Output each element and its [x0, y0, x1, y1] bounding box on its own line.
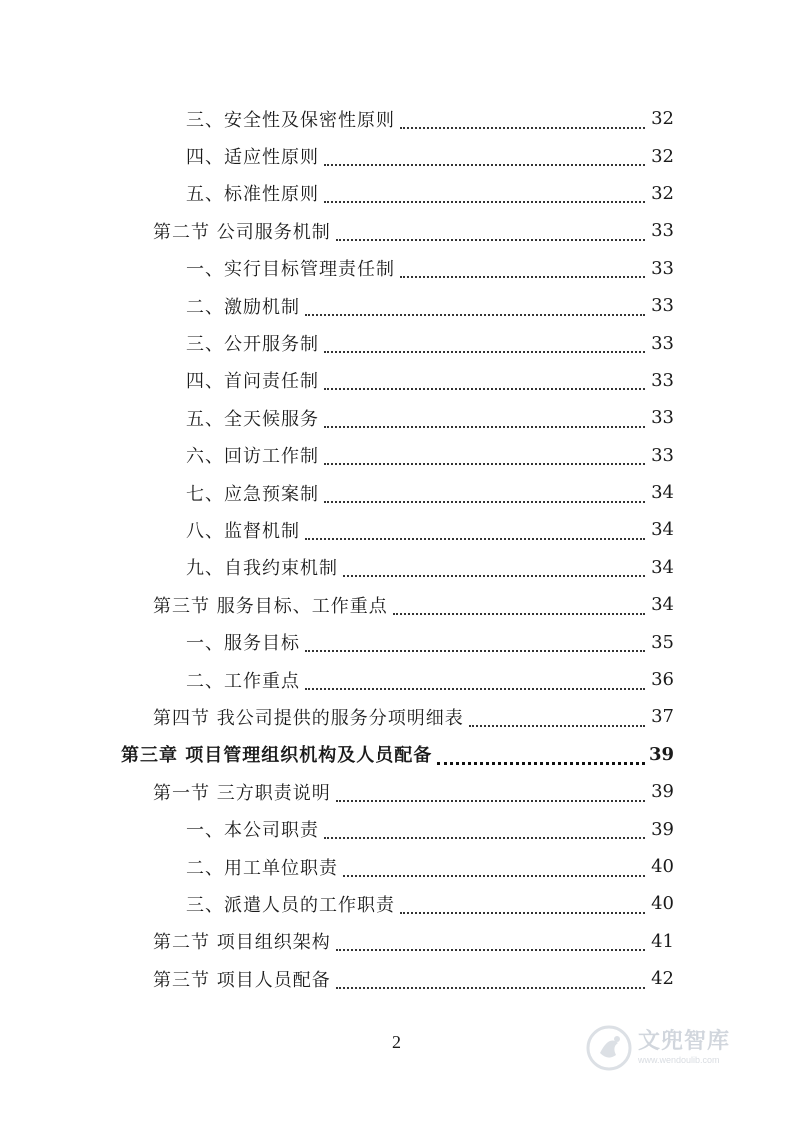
toc-entry-page: 42 — [651, 968, 674, 990]
toc-dot-leader — [336, 935, 645, 951]
toc-entry-label: 第二节 项目组织架构 — [153, 932, 331, 954]
toc-entry[interactable] — [0, 848, 793, 885]
toc-entry-label: 四、适应性原则 — [186, 147, 319, 169]
toc-entry[interactable] — [0, 661, 793, 698]
toc-dot-leader — [324, 412, 645, 428]
toc-entry-label: 一、服务目标 — [186, 633, 300, 655]
toc-dot-leader — [393, 599, 645, 615]
toc-entry-label: 第一节 三方职责说明 — [153, 782, 331, 804]
toc-entry-label: 第二节 公司服务机制 — [153, 221, 331, 243]
toc-entry-label: 二、激励机制 — [186, 296, 300, 318]
toc-entry-page: 32 — [651, 182, 674, 204]
toc-dot-leader — [400, 262, 645, 278]
toc-entry-label: 第四节 我公司提供的服务分项明细表 — [153, 707, 464, 729]
toc-entry-label: 七、应急预案制 — [186, 483, 319, 505]
toc-entry-page: 39 — [651, 781, 674, 803]
toc-entry-page: 32 — [651, 108, 674, 130]
toc-entry[interactable] — [0, 100, 793, 137]
toc-entry-page: 34 — [651, 519, 674, 541]
toc-entry-label: 三、安全性及保密性原则 — [186, 109, 395, 131]
toc-dot-leader — [324, 337, 645, 353]
toc-entry-page: 37 — [651, 706, 674, 728]
toc-dot-leader — [343, 861, 645, 877]
toc-entry[interactable] — [0, 324, 793, 361]
toc-entry[interactable] — [0, 287, 793, 324]
toc-entry[interactable] — [0, 549, 793, 586]
watermark-url: www.wendoulib.com — [638, 1055, 720, 1065]
toc-dot-leader — [336, 973, 645, 989]
toc-entry-label: 二、用工单位职责 — [186, 857, 338, 879]
toc-entry-label: 五、标准性原则 — [186, 184, 319, 206]
toc-entry[interactable] — [0, 511, 793, 548]
wendou-logo-icon — [586, 1025, 632, 1071]
toc-dot-leader — [305, 674, 645, 690]
toc-entry-label: 第三节 服务目标、工作重点 — [153, 595, 388, 617]
toc-entry-page: 39 — [648, 743, 674, 765]
toc-entry-page: 33 — [651, 295, 674, 317]
toc-entry-label: 一、实行目标管理责任制 — [186, 259, 395, 281]
toc-entry[interactable] — [0, 362, 793, 399]
toc-dot-leader — [305, 636, 645, 652]
toc-entry[interactable] — [0, 923, 793, 960]
toc-entry-label: 一、本公司职责 — [186, 820, 319, 842]
toc-entry-label: 第三章 项目管理组织机构及人员配备 — [121, 745, 433, 767]
toc-entry-label: 二、工作重点 — [186, 670, 300, 692]
toc-entry-page: 34 — [651, 556, 674, 578]
toc-entry[interactable] — [0, 137, 793, 174]
toc-entry-label: 六、回访工作制 — [186, 446, 319, 468]
table-of-contents — [0, 100, 793, 997]
toc-dot-leader — [324, 187, 645, 203]
toc-entry[interactable] — [0, 885, 793, 922]
toc-entry-page: 33 — [651, 257, 674, 279]
toc-entry[interactable] — [0, 175, 793, 212]
toc-entry[interactable] — [0, 960, 793, 997]
toc-dot-leader — [469, 711, 645, 727]
toc-entry[interactable] — [0, 810, 793, 847]
toc-entry-page: 34 — [651, 482, 674, 504]
page-number: 2 — [392, 1032, 401, 1052]
toc-dot-leader — [336, 786, 645, 802]
watermark-name: 文兜智库 — [638, 1029, 731, 1054]
toc-dot-leader — [324, 487, 645, 503]
toc-entry-label: 三、公开服务制 — [186, 334, 319, 356]
toc-entry-page: 33 — [651, 220, 674, 242]
toc-dot-leader — [324, 374, 645, 390]
toc-entry-page: 40 — [651, 856, 674, 877]
toc-entry[interactable] — [0, 586, 793, 623]
toc-entry-page: 32 — [651, 145, 674, 167]
toc-entry-page: 33 — [651, 332, 674, 354]
watermark — [586, 1018, 756, 1078]
toc-dot-leader — [400, 898, 645, 914]
toc-entry-page: 40 — [651, 893, 674, 915]
toc-entry[interactable] — [0, 773, 793, 810]
toc-dot-leader — [324, 449, 645, 465]
toc-entry-label: 三、派遣人员的工作职责 — [186, 894, 395, 916]
toc-dot-leader — [336, 225, 645, 241]
toc-entry[interactable] — [0, 698, 793, 735]
toc-entry-page: 33 — [651, 444, 674, 466]
toc-entry-page: 34 — [651, 594, 674, 616]
toc-entry-label: 五、全天候服务 — [186, 408, 319, 430]
toc-entry-label: 八、监督机制 — [186, 520, 300, 542]
toc-entry[interactable] — [0, 212, 793, 249]
toc-entry[interactable] — [0, 736, 793, 773]
toc-entry-page: 39 — [651, 818, 674, 840]
toc-entry[interactable] — [0, 474, 793, 511]
toc-dot-leader — [343, 561, 645, 577]
toc-entry[interactable] — [0, 623, 793, 660]
toc-dot-leader — [324, 823, 645, 839]
toc-entry-page: 35 — [651, 631, 674, 653]
toc-dot-leader — [437, 748, 645, 765]
toc-dot-leader — [305, 524, 645, 540]
toc-dot-leader — [324, 150, 645, 166]
toc-entry[interactable] — [0, 250, 793, 287]
toc-entry-label: 九、自我约束机制 — [186, 558, 338, 580]
toc-entry-page: 41 — [651, 930, 674, 952]
toc-entry-page: 33 — [651, 407, 674, 429]
toc-dot-leader — [305, 300, 645, 316]
toc-entry-label: 第三节 项目人员配备 — [153, 969, 331, 991]
toc-dot-leader — [400, 113, 645, 129]
toc-entry[interactable] — [0, 437, 793, 474]
toc-entry-page: 33 — [651, 369, 674, 391]
toc-entry-label: 四、首问责任制 — [186, 371, 319, 393]
toc-entry[interactable] — [0, 399, 793, 436]
toc-entry-page: 36 — [651, 669, 674, 691]
